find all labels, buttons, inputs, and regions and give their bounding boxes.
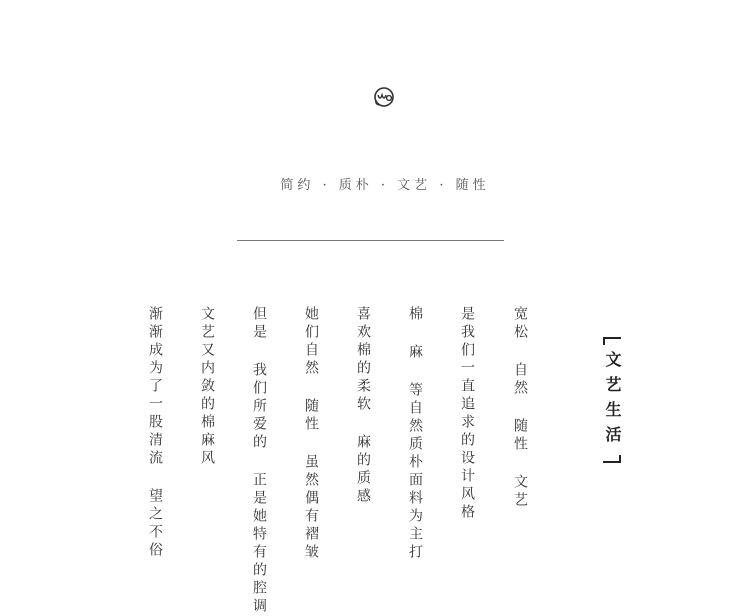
bracket-top — [603, 337, 621, 345]
bracket-bottom — [603, 455, 621, 463]
poem-line-4: 喜欢棉的柔软 麻的质感 — [355, 306, 371, 506]
brand-logo-icon — [372, 86, 396, 108]
divider-line — [237, 240, 504, 241]
poem-line-3: 棉 麻 等自然质朴面料为主打 — [407, 306, 423, 562]
poem-line-1: 宽松 自然 随性 文艺 — [512, 306, 528, 510]
tagline: 简约 · 质朴 · 文艺 · 随性 — [280, 178, 490, 193]
section-title: 文艺生活 — [603, 351, 622, 451]
poem-line-6: 但是 我们所爱的 正是她特有的腔调 — [251, 306, 267, 616]
poem-line-7: 文艺又内敛的棉麻风 — [199, 306, 215, 468]
section-title-block — [600, 337, 624, 463]
poem-line-8: 渐渐成为了一股清流 望之不俗 — [147, 306, 163, 560]
poem-line-2: 是我们一直追求的设计风格 — [459, 306, 475, 522]
poem-line-5: 她们自然 随性 虽然偶有褶皱 — [303, 306, 319, 562]
